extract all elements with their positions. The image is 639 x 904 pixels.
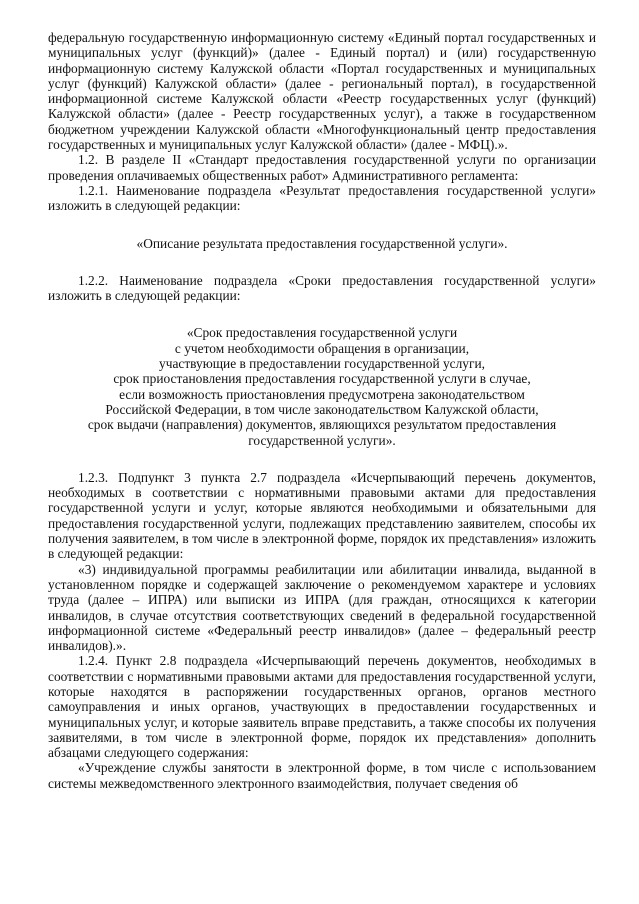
quote-line: с учетом необходимости обращения в организации, [174, 340, 470, 356]
quote-line: срок приостановления предоставления государственной услуги в случае, [113, 371, 531, 387]
paragraph-1-2-1: 1.2.1. Наименование подраздела «Результат предоставления государственной услуги» изложить в следующей редакции: [48, 182, 596, 214]
quote-terms-block [48, 325, 596, 447]
paragraph-1-2: 1.2. В разделе II «Стандарт предоставления государственной услуги по организации проведения оплачиваемых общественных работ» Административного регламента: [48, 152, 596, 183]
paragraph-1-2-2: 1.2.2. Наименование подраздела «Сроки предоставления государственной услуги» изложить в следующей редакции: [48, 272, 596, 304]
quote-line: срок выдачи (направления) документов, являющихся результатом предоставления [87, 417, 557, 433]
quote-line: если возможность приостановления предусмотрена законодательством [119, 386, 525, 402]
quote-line: Российской Федерации, в том числе законодательством Калужской области, [105, 401, 539, 417]
spacer [48, 448, 596, 470]
document-page [48, 30, 596, 791]
spacer [48, 214, 596, 236]
paragraph-1-2-3: 1.2.3. Подпункт 3 пункта 2.7 подраздела «Исчерпывающий перечень документов, необходимых в соответствии с нормативными правовыми актами для предоставления государственной услуги и услуг, которые являются необходимыми и обязательными для предоставления государственной услуги, подлежащих представлению заявителем, способы их получения заявителем, в том числе в электронной форме, порядок их представления» изложить в следующей редакции: [48, 469, 596, 562]
paragraph-intro: федеральную государственную информационную систему «Единый портал государственных и муниципальных услуг (функций)» (далее - Единый портал) и (или) государственную информационную систему Калужской области «Портал государственных и муниципальных услуг (функций) Калужской области» (далее - региональный портал), в государственной информационной системе Калужской области «Реестр государственных услуг (функций) Калужской области» (далее - Реестр государственных услуг), а также в государственном бюджетном учреждении Калужской области «Многофункциональный центр предоставления государственных и муниципальных услуг Калужской области» (далее - МФЦ).». [48, 30, 596, 153]
paragraph-1-2-4: 1.2.4. Пункт 2.8 подраздела «Исчерпывающий перечень документов, необходимых в соответствии с нормативными правовыми актами для предоставления государственной услуги, которые находятся в распоряжении государственных органов, органов местного самоуправления и иных органов, участвующих в предоставлении государственных и муниципальных услуг, и которые заявитель вправе представить, а также способы их получения заявителями, в том числе в электронной форме, порядок их представления» дополнить абзацами следующего содержания: [48, 653, 596, 761]
quote-line: государственной услуги». [248, 432, 396, 448]
paragraph-subitem-3: «3) индивидуальной программы реабилитации или абилитации инвалида, выданной в установленном порядке и содержащей заключение о рекомендуемом характере и условиях труда (далее – ИПРА) или выписки из ИПРА (для граждан, относящихся к категории инвалидов, в случае отсутствия соответствующих сведений в федеральной государственной информационной системе «Федеральный реестр инвалидов» (далее – федеральный реестр инвалидов).». [48, 561, 596, 654]
spacer [48, 251, 596, 273]
quote-line: «Срок предоставления государственной услуги [186, 325, 458, 341]
quote-line: участвующие в предоставлении государственной услуги, [159, 356, 485, 372]
quote-result-title: «Описание результата предоставления государственной услуги». [136, 235, 508, 251]
spacer [48, 303, 596, 325]
paragraph-employment-service: «Учреждение службы занятости в электронной форме, в том числе с использованием системы межведомственного электронного взаимодействия, получает сведения об [48, 760, 596, 791]
